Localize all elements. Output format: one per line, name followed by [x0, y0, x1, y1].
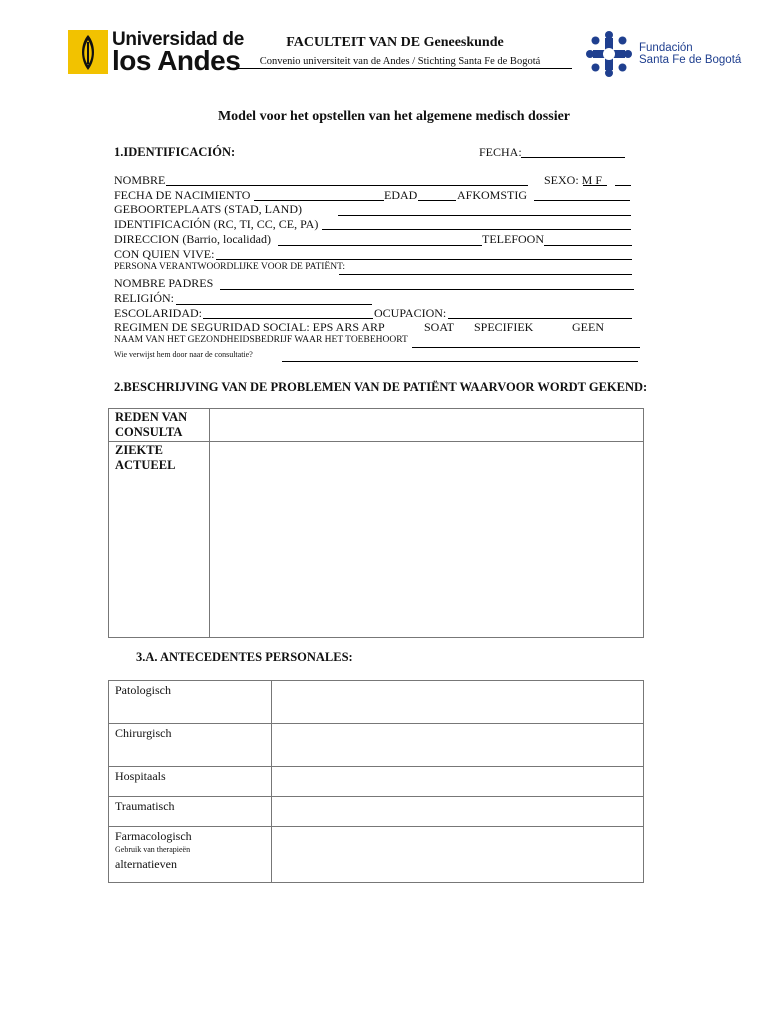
regimen-label: REGIMEN DE SEGURIDAD SOCIAL: EPS ARS ARP [114, 320, 385, 334]
fecha-nacimiento-line[interactable] [254, 200, 384, 201]
chirurgisch-label: Chirurgisch [109, 724, 272, 767]
fsfb-logo-line1: Fundación [639, 42, 693, 54]
religion-label: RELIGIÓN: [114, 291, 174, 305]
fundacion-santa-fe-logo [585, 30, 742, 80]
convenio-subtitle: Convenio universiteit van de Andes / Stichting Santa Fe de Bogotá [228, 56, 572, 69]
religion-line[interactable] [176, 304, 372, 305]
document-title: Model voor het opstellen van het algemene medisch dossier [217, 109, 571, 124]
table-row [109, 724, 644, 767]
geen-option[interactable]: GEEN [572, 320, 604, 334]
fecha-label: FECHA: [479, 145, 522, 159]
andes-logo-line1: Universidad de [112, 29, 245, 50]
sexo-label: SEXO: M F [544, 173, 603, 187]
patologisch-field[interactable] [272, 681, 644, 724]
problems-table [108, 408, 644, 638]
wie-verwijst-line[interactable] [282, 361, 638, 362]
table-row [109, 681, 644, 724]
section1-heading: 1.IDENTIFICACIÓN: [114, 145, 236, 159]
traumatisch-field[interactable] [272, 797, 644, 827]
nombre-label: NOMBRE [114, 173, 166, 187]
telefoon-label: TELEFOON [482, 232, 544, 246]
wie-verwijst-label: Wie verwijst hem door naar de consultatie? [114, 350, 253, 359]
table-row [109, 442, 644, 638]
farmacologisch-label: Farmacologisch [115, 829, 192, 843]
section2-heading: 2.BESCHRIJVING VAN DE PROBLEMEN VAN DE PATIËNT WAARVOOR WORDT GEKEND: [114, 380, 648, 394]
con-quien-label: CON QUIEN VIVE: [114, 247, 215, 261]
persona-label: PERSONA VERANTWOORDLIJKE VOOR DE PATIËNT: [114, 262, 346, 272]
hospitaals-field[interactable] [272, 767, 644, 797]
sexo-line[interactable] [583, 185, 607, 186]
edad-label: EDAD [384, 188, 418, 202]
naam-bedrijf-label: NAAM VAN HET GEZONDHEIDSBEDRIJF WAAR HET TOEBEHOORT [114, 335, 408, 345]
nombre-padres-line[interactable] [220, 289, 634, 290]
ocupacion-label: OCUPACION: [374, 306, 447, 320]
section3-heading: 3.A. ANTECEDENTES PERSONALES: [136, 650, 353, 664]
table-row [109, 409, 644, 442]
traumatisch-label: Traumatisch [109, 797, 272, 827]
farmacologisch-extra: alternatieven [115, 857, 177, 871]
ocupacion-line[interactable] [448, 318, 632, 319]
escolaridad-line[interactable] [203, 318, 373, 319]
reden-consulta-field[interactable] [210, 409, 644, 442]
andes-emblem-icon [68, 30, 108, 74]
nombre-padres-label: NOMBRE PADRES [114, 276, 214, 290]
universidad-de-los-andes-logo [68, 28, 245, 78]
identificacion-label: IDENTIFICACIÓN (RC, TI, CC, CE, PA) [114, 217, 319, 231]
reden-consulta-label: REDEN VAN CONSULTA [109, 409, 210, 442]
edad-line[interactable] [418, 200, 456, 201]
naam-bedrijf-line[interactable] [412, 347, 640, 348]
geboorteplaats-label: GEBOORTEPLAATS (STAD, LAND) [114, 202, 302, 216]
fecha-line[interactable] [521, 157, 625, 158]
geboorteplaats-line[interactable] [338, 215, 631, 216]
farmacologisch-cell [109, 827, 272, 883]
farmacologisch-field[interactable] [272, 827, 644, 883]
soat-option[interactable]: SOAT [424, 320, 455, 334]
nombre-line[interactable] [166, 185, 528, 186]
direccion-label: DIRECCION (Barrio, localidad) [114, 232, 271, 246]
antecedentes-table [108, 680, 644, 883]
chirurgisch-field[interactable] [272, 724, 644, 767]
afkomstig-label: AFKOMSTIG [457, 188, 528, 202]
ziekte-actueel-field[interactable] [210, 442, 644, 638]
persona-line[interactable] [339, 274, 632, 275]
table-row [109, 797, 644, 827]
fsfb-emblem-icon [585, 30, 633, 78]
sexo-line-2[interactable] [615, 185, 631, 186]
fecha-nacimiento-label: FECHA DE NACIMIENTO [114, 188, 251, 202]
faculty-title: FACULTEIT VAN DE Geneeskunde [286, 35, 504, 50]
hospitaals-label: Hospitaals [109, 767, 272, 797]
direccion-line[interactable] [278, 245, 482, 246]
con-quien-line[interactable] [216, 259, 632, 260]
table-row [109, 827, 644, 883]
escolaridad-label: ESCOLARIDAD: [114, 306, 203, 320]
farmacologisch-sublabel: Gebruik van therapieën [115, 845, 191, 854]
andes-logo-line2: los Andes [112, 45, 241, 76]
identificacion-line[interactable] [322, 229, 631, 230]
table-row [109, 767, 644, 797]
fsfb-logo-text [639, 42, 741, 66]
specifiek-option[interactable]: SPECIFIEK [474, 320, 534, 334]
ziekte-actueel-label: ZIEKTE ACTUEEL [109, 442, 210, 638]
telefoon-line[interactable] [544, 245, 632, 246]
patologisch-label: Patologisch [109, 681, 272, 724]
fsfb-logo-line2: Santa Fe de Bogotá [639, 54, 742, 66]
afkomstig-line[interactable] [534, 200, 630, 201]
